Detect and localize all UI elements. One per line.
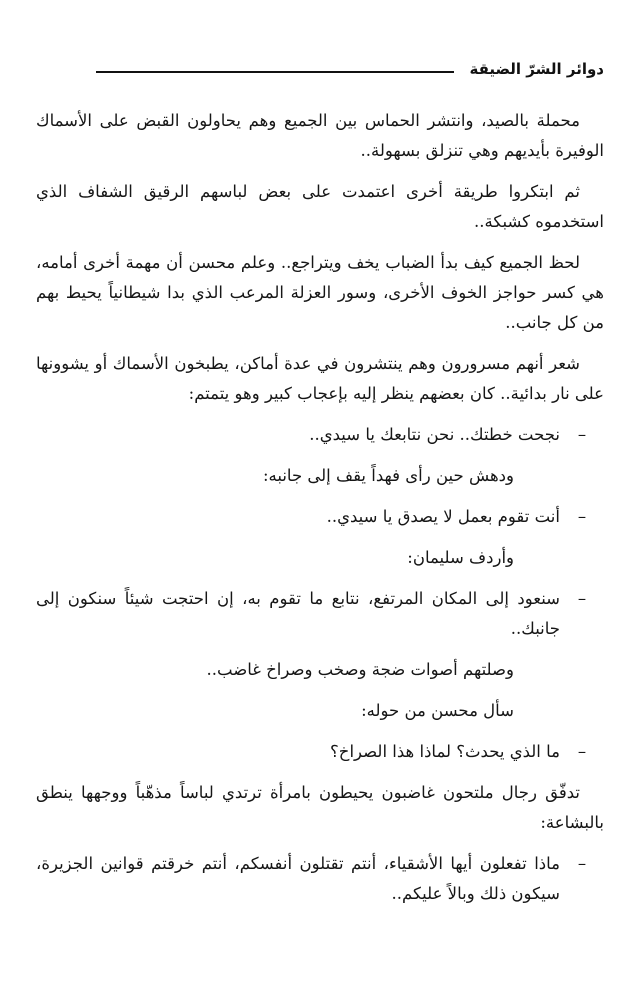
dialogue-line (36, 420, 604, 450)
dialogue-dash: – (577, 589, 587, 608)
dialogue-text: نجحت خطتك.. نحن نتابعك يا سيدي.. (309, 425, 560, 444)
paragraph: لحظ الجميع كيف بدأ الضباب يخف ويتراجع.. وعلم محسن أن مهمة أخرى أمامه، هي كسر حواجز الخوف الأخرى، وسور العزلة المرعب الذي بدا شيطانياً يحيط بهم من كل جانب.. (36, 253, 604, 332)
dialogue-text: سنعود إلى المكان المرتفع، نتابع ما تقوم به، إن احتجت شيئاً سنكون إلى جانبك.. (36, 589, 560, 638)
header-rule (96, 71, 454, 73)
narration-line: سأل محسن من حوله: (361, 701, 514, 720)
dialogue-line (36, 584, 604, 644)
dialogue-line (36, 502, 604, 532)
dialogue-text: أنت تقوم بعمل لا يصدق يا سيدي.. (326, 507, 560, 526)
narration-line: وأردف سليمان: (407, 548, 514, 567)
dialogue-text: ماذا تفعلون أيها الأشقياء، أنتم تقتلون أنفسكم، أنتم خرقتم قوانين الجزيرة، سيكون ذلك وبالاً عليكم.. (36, 854, 560, 903)
dialogue-dash: – (577, 742, 587, 761)
dialogue-dash: – (577, 507, 587, 526)
paragraph: ثم ابتكروا طريقة أخرى اعتمدت على بعض لباسهم الرقيق الشفاف الذي استخدموه كشبكة.. (36, 182, 604, 231)
dialogue-line (36, 849, 604, 909)
paragraph: تدفّق رجال ملتحون غاضبون يحيطون بامرأة ترتدي لباساً مذهّباً ووجهها ينطق بالبشاعة: (36, 783, 604, 832)
dialogue-dash: – (577, 425, 587, 444)
body-text (36, 106, 604, 920)
book-title: دوائر الشرّ الضيقة (469, 60, 604, 78)
dialogue-dash: – (577, 854, 587, 873)
dialogue-line (36, 737, 604, 767)
paragraph: محملة بالصيد، وانتشر الحماس بين الجميع وهم يحاولون القبض على الأسماك الوفيرة بأيديهم وهي تنزلق بسهولة.. (36, 111, 604, 160)
paragraph: شعر أنهم مسرورون وهم ينتشرون في عدة أماكن، يطبخون الأسماك أو يشوونها على نار بدائية.. كان بعضهم ينظر إليه بإعجاب كبير وهو يتمتم: (36, 354, 604, 403)
running-header (96, 56, 604, 86)
dialogue-text: ما الذي يحدث؟ لماذا هذا الصراخ؟ (330, 742, 560, 761)
narration-line: وصلتهم أصوات ضجة وصخب وصراخ غاضب.. (206, 660, 514, 679)
narration-line: ودهش حين رأى فهداً يقف إلى جانبه: (262, 466, 514, 485)
